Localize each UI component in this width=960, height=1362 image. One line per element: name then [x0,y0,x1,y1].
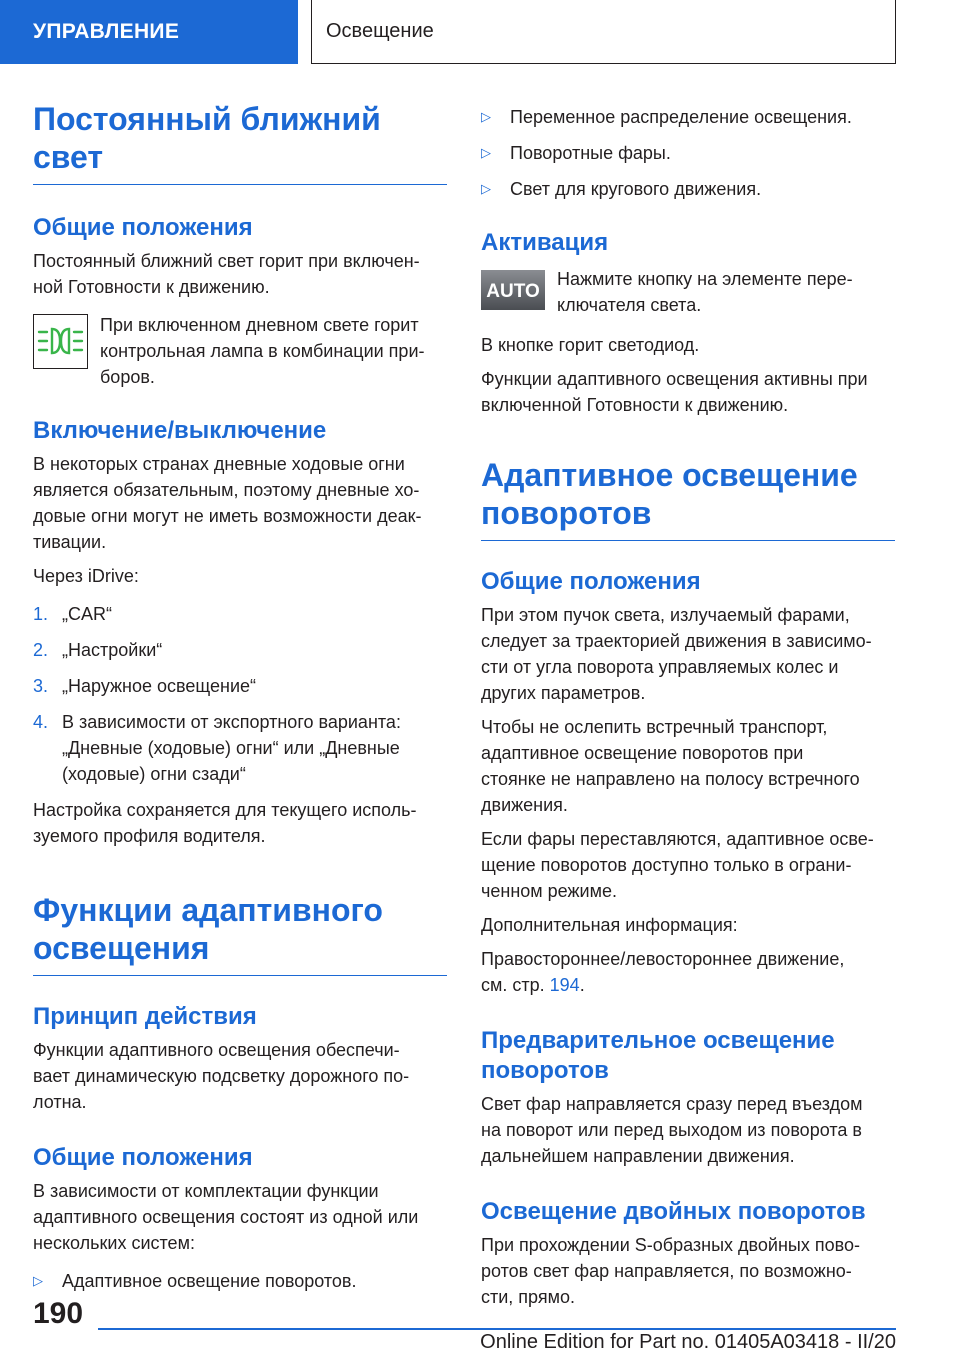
auto-button-row [481,266,895,318]
general-3-p4: Дополнительная информация: [481,915,738,935]
heading-pre-curve: Предварительное освещение поворотов [481,1027,835,1084]
right-column [481,104,895,1318]
general-1-text: Постоянный ближний свет горит при включен- ной Готовности к движению. [33,251,420,297]
step-2: 2. „Настройки“ [33,640,163,660]
general-3-p2: Чтобы не ослепить встречный транспорт, адаптивное освещение поворотов при стоянке не направлено на полосу встречного движения. [481,717,860,815]
heading-general-1: Общие положения [33,214,253,241]
triangle-bullet-icon: ▷ [481,145,491,160]
auto-button-icon [481,270,545,310]
heading-general-3: Общие положения [481,568,701,595]
step-4: 4. В зависимости от экспортного варианта: „Дневные (ходовые) огни“ или „Дневные (ходовые) огни сзади“ [33,712,401,784]
general-2-text: В зависимости от комплектации функции адаптивного освещения состоят из одной или нескольких систем: [33,1181,419,1253]
triangle-bullet-icon: ▷ [481,181,491,196]
general-3-p3: Если фары переставляются, адаптивное осве- щение поворотов доступно только в ограни- ченном режиме. [481,829,874,901]
general-3-p1: При этом пучок света, излучаемый фарами, следует за траекторией движения в зависимо- сти от угла поворота управляемых колес и других параметров. [481,605,872,703]
title-adaptive-curve: Адаптивное освещение поворотов [481,456,895,541]
heading-activation: Активация [481,229,609,256]
title-permanent-low-beam: Постоянный ближний свет [33,100,447,185]
page-link[interactable]: 194 [549,975,580,995]
triangle-bullet-icon: ▷ [33,1273,43,1288]
bullet-roundabout-light: ▷ Свет для кругового движения. [481,176,895,202]
settings-note: Настройка сохраняется для текущего исполь- зуемого профиля водителя. [33,800,417,846]
activation-text: Функции адаптивного освещения активны при включенной Готовности к движению. [481,369,868,415]
triangle-bullet-icon: ▷ [481,109,491,124]
step-3: 3. „Наружное освещение“ [33,676,257,696]
double-curve-text: При прохождении S-образных двойных пово- ротов свет фар направляется, по возможно- сти, прямо. [481,1235,860,1307]
heading-principle: Принцип действия [33,1003,257,1030]
step-1: 1. „CAR“ [33,604,112,624]
heading-double-curve: Освещение двойных поворотов [481,1198,866,1225]
activation-icon-text: Нажмите кнопку на элементе пере- ключателя света. [557,269,853,315]
chapter-title: Освещение [311,0,896,64]
via-idrive: Через iDrive: [33,566,139,586]
general-3-p5: Правостороннее/левостороннее движение, см. стр. 194. [481,949,845,995]
left-column [33,100,447,1304]
heading-general-2: Общие положения [33,1144,253,1171]
on-off-text: В некоторых странах дневные ходовые огни является обязательным, поэтому дневные хо- довые огни могут не иметь возможности деак- тивации. [33,454,422,552]
heading-on-off: Включение/выключение [33,417,327,444]
bullet-adaptive-curve: ▷ Адаптивное освещение поворотов. [33,1268,447,1294]
bullet-variable-distribution: ▷ Переменное распределение освещения. [481,104,895,130]
page-number: 190 [33,1297,84,1330]
daytime-running-lights-icon [33,314,88,369]
svg-text:AUTO: AUTO [486,281,540,302]
led-text: В кнопке горит светодиод. [481,335,700,355]
principle-text: Функции адаптивного освещения обеспечи- вает динамическую подсветку дорожного по- лотна. [33,1040,410,1112]
bullet-cornering-lights: ▷ Поворотные фары. [481,140,895,166]
pre-curve-text: Свет фар направляется сразу перед въездом на поворот или перед выходом из поворота в дальнейшем направлении движения. [481,1094,863,1166]
indicator-text: При включенном дневном свете горит контрольная лампа в комбинации при- боров. [100,315,425,387]
section-tab: УПРАВЛЕНИЕ [0,0,298,64]
footer-edition: Online Edition for Part no. 01405A03418 - II/20 [480,1331,896,1353]
footer-divider [98,1328,896,1330]
indicator-row [33,312,447,390]
title-adaptive-functions: Функции адаптивного освещения [33,891,447,976]
